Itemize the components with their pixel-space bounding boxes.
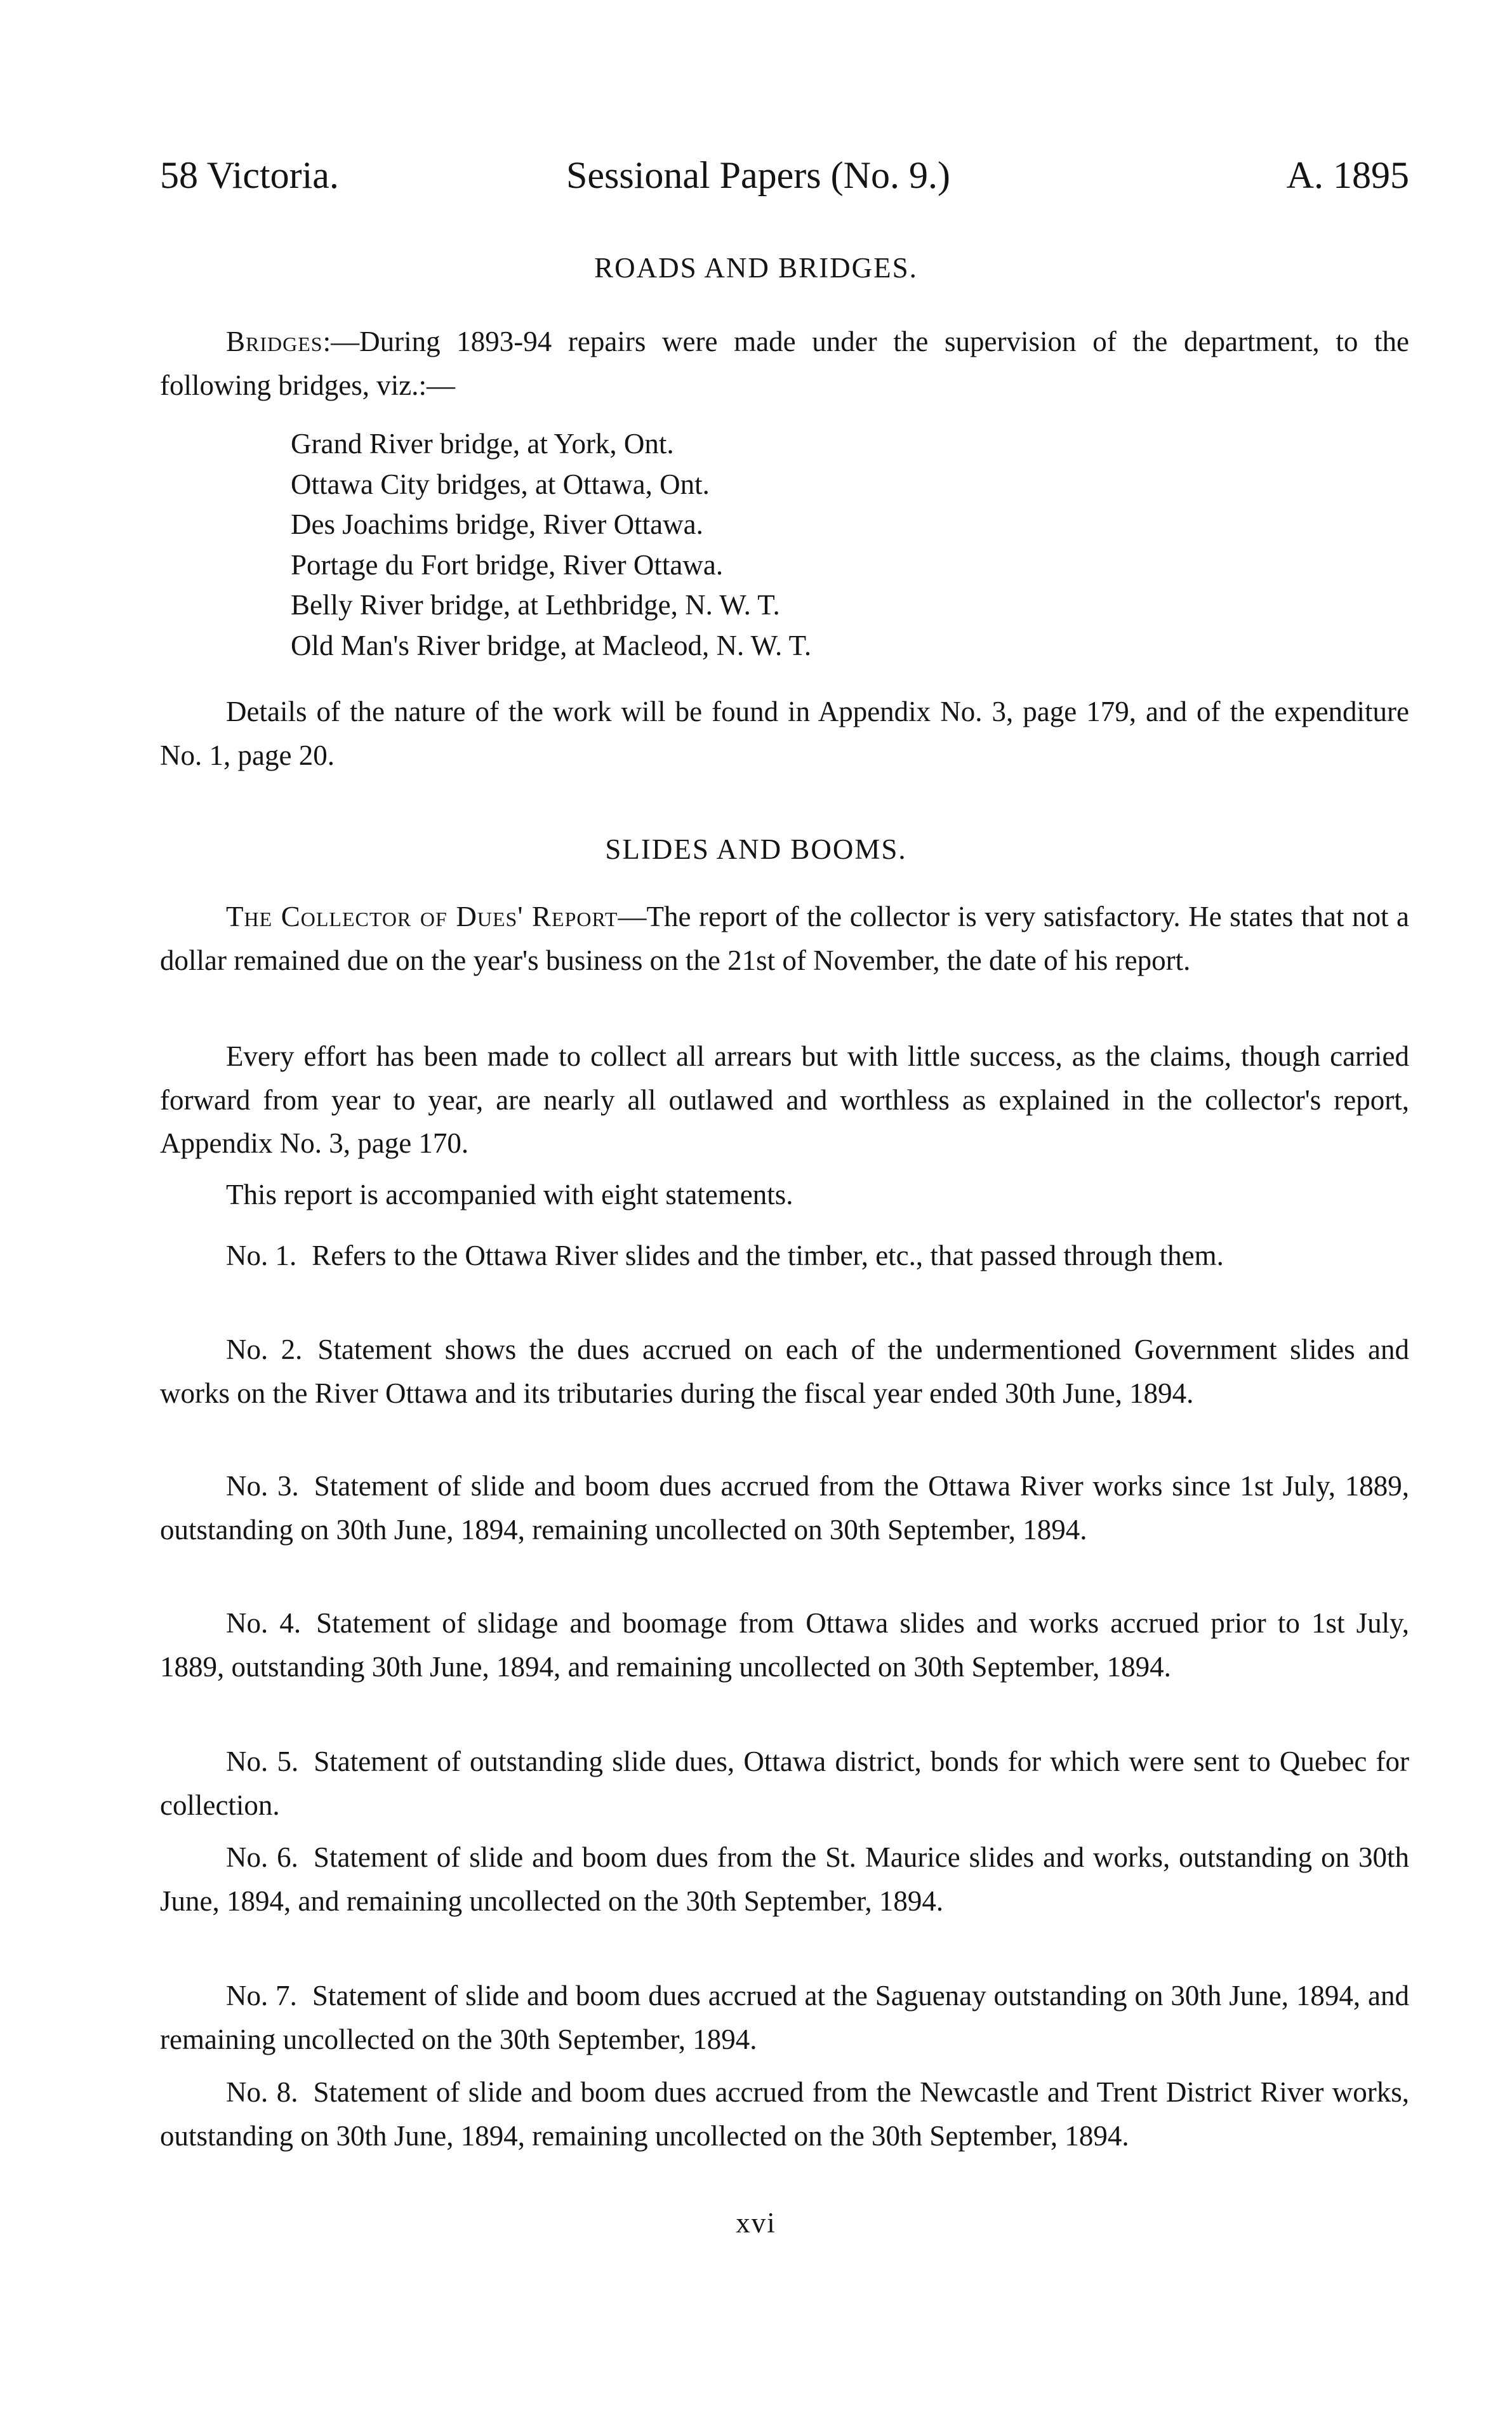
statement-number: No. 2. xyxy=(226,1334,303,1365)
bridge-list-item: Ottawa City bridges, at Ottawa, Ont. xyxy=(291,468,710,500)
running-header xyxy=(160,150,1409,201)
statement-text: Statement shows the dues accrued on each of the undermentioned Government slides and works on the River Ottawa and its tributaries during the fiscal year ended 30th June, 1894. xyxy=(160,1334,1409,1409)
statement-text: Statement of slide and boom dues accrued from the Newcastle and Trent District River works, outstanding on 30th June, 1894, remaining uncollected on the 30th September, 1894. xyxy=(160,2076,1410,2152)
header-year: A. 1895 xyxy=(1286,154,1409,196)
accompanied-paragraph: This report is accompanied with eight statements. xyxy=(226,1179,793,1210)
statement-text: Refers to the Ottawa River slides and the timber, etc., that passed through them. xyxy=(312,1240,1224,1271)
statement-paragraph xyxy=(160,1601,1409,1688)
statement-number: No. 1. xyxy=(226,1240,297,1271)
bridges-intro-paragraph xyxy=(160,320,1409,407)
statement-paragraph xyxy=(160,1464,1409,1551)
bridge-list-item: Belly River bridge, at Lethbridge, N. W. T. xyxy=(291,589,780,621)
header-regnal-year: 58 Victoria. xyxy=(160,154,339,196)
statement-paragraph xyxy=(160,1974,1409,2061)
collector-report-paragraph xyxy=(160,895,1409,982)
statement-paragraph xyxy=(160,1328,1409,1415)
statement-paragraph xyxy=(160,1234,1409,1278)
section-title-roads-and-bridges: ROADS AND BRIDGES. xyxy=(594,252,918,284)
statement-number: No. 7. xyxy=(226,1980,297,2011)
statement-number: No. 3. xyxy=(226,1470,299,1502)
bridges-intro-text: :—During 1893-94 repairs were made under the supervision of the department, to the following bridges, viz.:— xyxy=(160,326,1409,401)
bridge-list-item: Old Man's River bridge, at Macleod, N. W. T. xyxy=(291,629,812,661)
bridge-list xyxy=(291,424,811,666)
statement-paragraph xyxy=(160,2071,1409,2157)
bridges-lead-in: Bridges xyxy=(226,326,323,357)
header-publication: Sessional Papers (No. 9.) xyxy=(566,154,950,196)
bridge-list-item: Grand River bridge, at York, Ont. xyxy=(291,428,674,460)
statement-text: Statement of slide and boom dues accrued at the Saguenay outstanding on 30th June, 1894, and remaining uncollected on the 30th September, 1894. xyxy=(160,1980,1410,2055)
statement-number: No. 4. xyxy=(226,1607,302,1639)
statement-number: No. 8. xyxy=(226,2076,298,2108)
collector-report-text: —The report of the collector is very satisfactory. He states that not a dollar remained due on the year's business on the 21st of November, the date of his report. xyxy=(160,901,1410,976)
bridges-details-paragraph: Details of the nature of the work will be found in Appendix No. 3, page 179, and of the expenditure No. 1, page 20. xyxy=(160,696,1409,771)
page-folio: xvi xyxy=(736,2207,776,2239)
statement-text: Statement of slidage and boomage from Ottawa slides and works accrued prior to 1st July, 1889, outstanding 30th June, 1894, and remaining uncollected on 30th September, 1894. xyxy=(160,1607,1409,1683)
statement-text: Statement of slide and boom dues accrued from the Ottawa River works since 1st July, 1889, outstanding on 30th June, 1894, remaining uncollected on 30th September, 1894. xyxy=(160,1470,1409,1546)
statement-number: No. 6. xyxy=(226,1841,298,1873)
bridge-list-item: Portage du Fort bridge, River Ottawa. xyxy=(291,548,724,581)
statement-text: Statement of outstanding slide dues, Ottawa district, bonds for which were sent to Quebec for collection. xyxy=(160,1746,1410,1821)
statement-paragraph xyxy=(160,1836,1409,1923)
collector-report-lead-in: The Collector of Dues' Report xyxy=(226,901,618,932)
arrears-paragraph: Every effort has been made to collect all arrears but with little success, as the claims, though carried forward from year to year, are nearly all outlawed and worthless as explained in the collector's report, Appendix No. 3, page 170. xyxy=(160,1040,1409,1159)
section-title-slides-and-booms: SLIDES AND BOOMS. xyxy=(605,833,907,865)
statement-text: Statement of slide and boom dues from the St. Maurice slides and works, outstanding on 30th June, 1894, and remaining uncollected on the 30th September, 1894. xyxy=(160,1841,1409,1917)
bridge-list-item: Des Joachims bridge, River Ottawa. xyxy=(291,508,703,540)
statement-number: No. 5. xyxy=(226,1746,299,1777)
statement-paragraph xyxy=(160,1740,1409,1827)
